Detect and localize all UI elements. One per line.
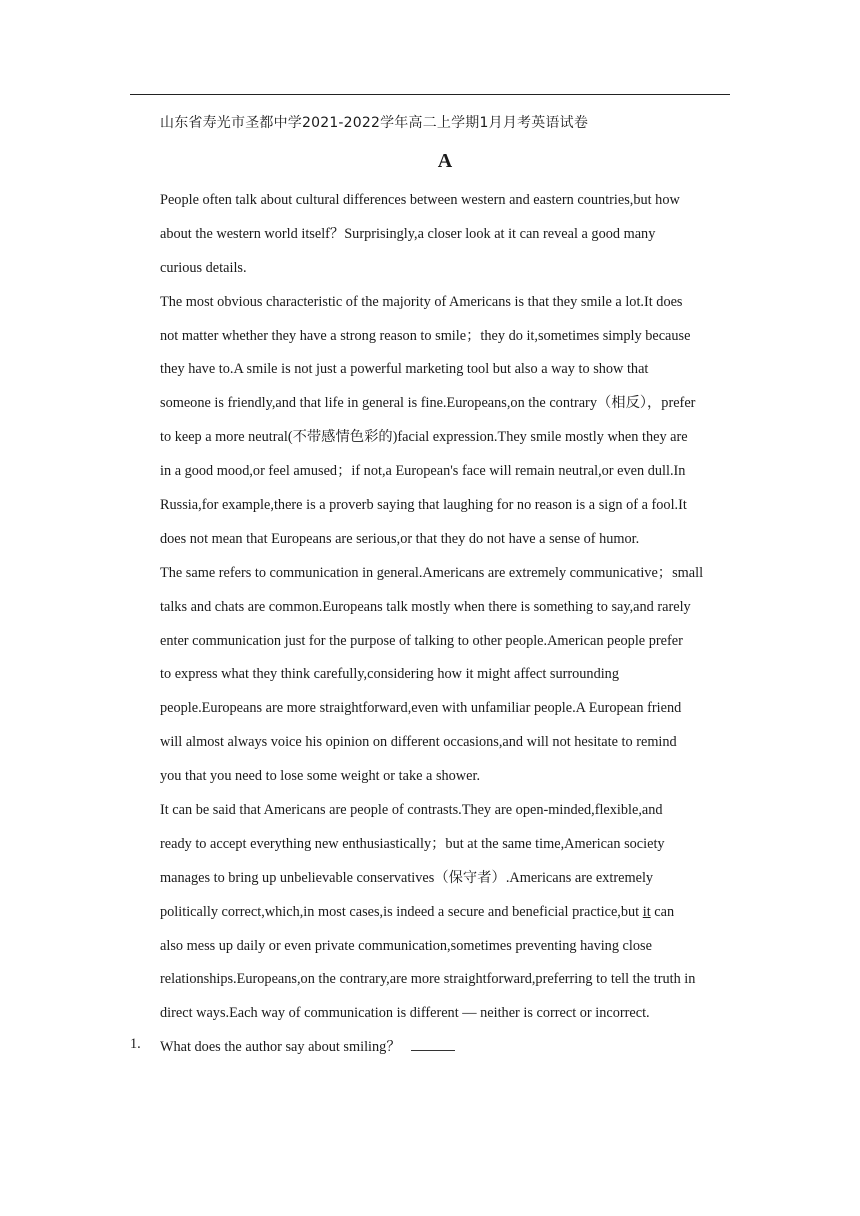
passage-line: also mess up daily or even private communication,sometimes preventing having close — [160, 937, 652, 954]
passage-line: curious details. — [160, 259, 247, 276]
line-text: can — [650, 903, 675, 920]
passage-line: someone is friendly,and that life in general is fine.Europeans,on the contrary（相反），prefer — [160, 395, 696, 412]
line-text: politically correct,which,in most cases,is indeed a secure and beneficial practice,but — [160, 903, 643, 920]
passage-line: they have to.A smile is not just a powerful marketing tool but also a way to show that — [160, 361, 649, 378]
passage-line: People often talk about cultural differences between western and eastern countries,but how — [160, 192, 680, 208]
header-rule — [130, 94, 730, 95]
passage-line: not matter whether they have a strong reason to smile；they do it,sometimes simply because — [160, 327, 691, 344]
passage-line: does not mean that Europeans are serious,or that they do not have a sense of humor. — [160, 530, 640, 547]
underlined-word: it — [642, 903, 651, 920]
passage-line: relationships.Europeans,on the contrary,are more straightforward,preferring to tell the truth in — [160, 971, 696, 988]
passage-line: It can be said that Americans are people of contrasts.They are open-minded,flexible,and — [160, 802, 663, 819]
passage-line: will almost always voice his opinion on different occasions,and will not hesitate to remind — [160, 734, 677, 751]
passage-line: talks and chats are common.Europeans talk mostly when there is something to say,and rarely — [160, 598, 691, 615]
passage-line: manages to bring up unbelievable conservatives（保守者）.Americans are extremely — [160, 869, 654, 886]
question-text-row — [160, 1036, 455, 1056]
passage-line: people.Europeans are more straightforward,even with unfamiliar people.A European friend — [160, 700, 682, 717]
passage-line-with-underline — [160, 902, 740, 936]
section-title: A — [437, 150, 453, 172]
passage-body — [160, 190, 740, 1037]
question-number: 1. — [130, 1036, 141, 1052]
passage-line: to express what they think carefully,considering how it might affect surrounding — [160, 666, 619, 683]
passage-line: enter communication just for the purpose of talking to other people.American people prefer — [160, 632, 683, 649]
document-header: 山东省寿光市圣都中学2021-2022学年高二上学期1月月考英语试卷 — [160, 115, 589, 131]
passage-line: Russia,for example,there is a proverb saying that laughing for no reason is a sign of a fool.It — [160, 497, 687, 514]
passage-line: The most obvious characteristic of the majority of Americans is that they smile a lot.It does — [160, 293, 683, 310]
passage-line: ready to accept everything new enthusiastically；but at the same time,American society — [160, 835, 665, 852]
passage-line: about the western world itself？Surprisingly,a closer look at it can reveal a good many — [160, 225, 656, 242]
answer-blank[interactable] — [411, 1036, 455, 1051]
passage-line: direct ways.Each way of communication is different — neither is correct or incorrect. — [160, 1005, 650, 1022]
question-text: What does the author say about smiling？ — [160, 1039, 401, 1055]
passage-line: in a good mood,or feel amused；if not,a European's face will remain neutral,or even dull.In — [160, 463, 686, 480]
passage-line: The same refers to communication in general.Americans are extremely communicative；small — [160, 564, 704, 581]
passage-line: to keep a more neutral(不带感情色彩的)facial expression.They smile mostly when they are — [160, 429, 688, 446]
passage-line: you that you need to lose some weight or take a shower. — [160, 768, 481, 785]
